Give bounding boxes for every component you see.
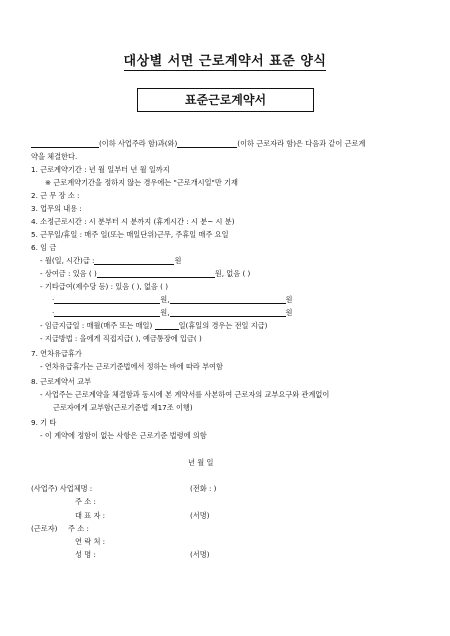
wage-other-bullet: · <box>52 308 55 317</box>
worker-address: 주 소 : <box>68 524 89 533</box>
header-title <box>0 50 450 69</box>
section-contract-period: 1. 근로계약기간 : 년 월 일부터 년 월 일까지 <box>31 165 170 174</box>
contract-date: 년 월 일 <box>188 458 214 467</box>
wage-bonus-blank <box>97 269 215 278</box>
wage-other-row-1 <box>52 295 292 304</box>
wage-basic-label: - 월(일, 시간)급 : <box>40 256 95 265</box>
worker-label: (근로자) <box>31 524 58 533</box>
section-job-description: 3. 업무의 내용 : <box>31 204 82 213</box>
worker-name: 성 명 : <box>75 550 96 559</box>
wage-payday <box>40 321 267 330</box>
wage-basic-blank <box>94 256 174 265</box>
employer-phone: (전화 : ) <box>190 484 217 493</box>
worker-signature: (서명) <box>190 550 210 559</box>
wage-payday-note: 일(휴일의 경우는 전일 지급) <box>178 321 268 330</box>
wage-other-blank <box>170 308 286 317</box>
section-contract-delivery: 8. 근로계약서 교부 <box>31 377 92 386</box>
annual-leave-note: - 연차유급휴가는 근로기준법에서 정하는 바에 따라 부여함 <box>40 362 223 371</box>
wage-basic-unit: 원 <box>174 256 182 265</box>
wage-other-row-2 <box>52 308 292 317</box>
section-workplace: 2. 근 무 장 소 : <box>31 191 80 200</box>
wage-other-allowance: - 기타급여(제수당 등) : 있음 ( ), 없음 ( ) <box>40 282 169 291</box>
contract-period-note: ※ 근로계약기간을 정하지 않는 경우에는 "근로개시일"만 기재 <box>45 178 238 187</box>
wage-other-blank <box>54 295 160 304</box>
section-annual-leave: 7. 연차유급휴가 <box>31 349 82 358</box>
wage-payday-blank <box>155 321 179 330</box>
employer-signature: (서명) <box>190 511 210 520</box>
wage-bonus <box>40 269 250 278</box>
employer-company-label: 사업체명 : <box>59 484 93 493</box>
wage-basic <box>40 256 181 265</box>
employer-label: (사업주) <box>31 484 58 493</box>
wage-payment-method: - 지급방법 : 을에게 직접지급( ), 예금통장에 입금( ) <box>40 334 202 343</box>
contract-delivery-note-1: - 사업주는 근로계약을 체결함과 동시에 본 계약서를 사본하여 근로자의 교부요구와 관계없이 <box>40 390 330 399</box>
intro-employer-text: (이하 사업주라 함)과(와) <box>99 139 178 148</box>
worker-contact: 연 락 처 : <box>75 537 106 546</box>
wage-other-blank <box>170 295 286 304</box>
wage-bonus-label: - 상여금 : 있음 ( ) <box>40 269 97 278</box>
wage-other-unit: 원 <box>285 295 293 304</box>
section-wage: 6. 임 금 <box>31 243 57 252</box>
intro-line <box>31 139 365 148</box>
worker-blank <box>177 139 237 148</box>
intro-worker-text: (이하 근로자라 함)은 다음과 같이 근로계 <box>237 139 366 148</box>
employer-company-row <box>31 484 92 493</box>
worker-address-row <box>31 524 89 533</box>
wage-bonus-unit: 원, 없음 ( ) <box>214 269 251 278</box>
wage-other-unit: 원, <box>160 308 170 317</box>
document-title-box <box>137 88 314 112</box>
employer-representative: 대 표 자 : <box>75 511 106 520</box>
section-working-hours: 4. 소정근로시간 : 시 분부터 시 분까지 (휴게시간 : 시 분~ 시 분) <box>31 217 235 226</box>
wage-other-blank <box>54 308 160 317</box>
header-title-text: 대상별 서면 근로계약서 표준 양식 <box>123 54 327 69</box>
contract-delivery-note-2: 근로자에게 교부함(근로기준법 제17조 이행) <box>53 403 193 412</box>
intro-line-2: 약을 체결한다. <box>31 152 78 161</box>
wage-other-unit: 원 <box>285 308 293 317</box>
employer-blank <box>31 139 99 148</box>
other-note: - 이 계약에 정함이 없는 사항은 근로기준 법령에 의함 <box>40 431 207 440</box>
wage-other-bullet: · <box>52 295 55 304</box>
section-workdays: 5. 근무일/휴일 : 매주 일(또는 매일단위)근무, 주휴일 매주 요일 <box>31 230 229 239</box>
wage-payday-label: - 임금지급일 : 매월(매주 또는 매일) <box>40 321 153 330</box>
employer-address: 주 소 : <box>75 497 96 506</box>
wage-other-unit: 원, <box>160 295 170 304</box>
section-other: 9. 기 타 <box>31 418 57 427</box>
document-title: 표준근로계약서 <box>184 93 267 107</box>
